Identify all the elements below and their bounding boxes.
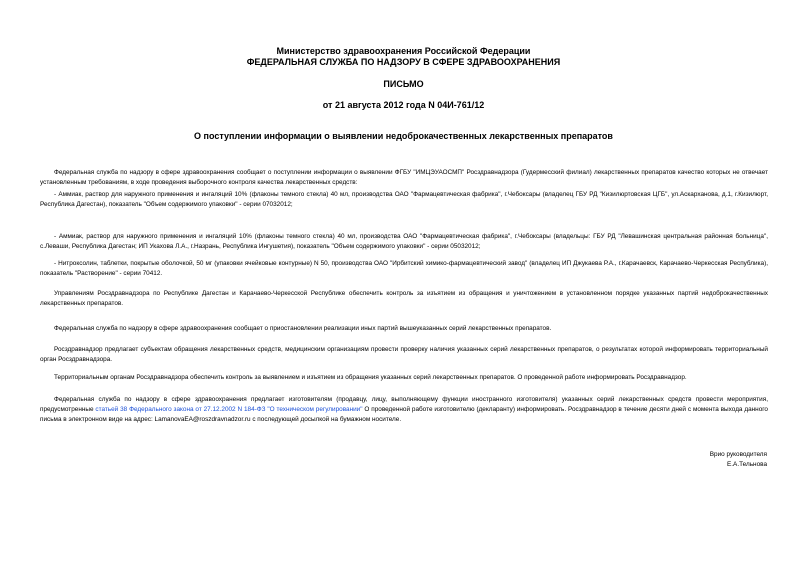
paragraph-territorial: Территориальным органам Росздравнадзора обеспечить контроль за выявлением и изъятием из обращения указанных серий лекарственных препаратов. О проведенной работе информировать Росздравнадзор. — [54, 374, 687, 382]
paragraph-inspection: Росздравнадзор предлагает субъектам обращения лекарственных средств, медицинским организациям провести проверку наличия указанных серий лекарственных препаратов, о результатах которой информировать территориальный орган Росздравнадзора. — [40, 346, 768, 364]
paragraph-intro: Федеральная служба по надзору в сфере здравоохранения сообщает о поступлении информации о выявлении ФГБУ "ИМЦЭУАОСМП" Росздравнадзора (Гудермесский филиал) лекарственных препаратов качество которых не отвечает установленным требованиям, в ходе проведения выборочного контроля качества лекарственных средств: — [40, 169, 768, 187]
service-name: ФЕДЕРАЛЬНАЯ СЛУЖБА ПО НАДЗОРУ В СФЕРЕ ЗДРАВООХРАНЕНИЯ — [246, 57, 561, 67]
paragraph-manufacturers-text-2: О проведенной работе изготовителю (декларанту) информировать. Росздравнадзор в течение десяти дней с момента выхода данного письма в электронном виде на адрес: LamanovaEA@roszdravnadzor.ru с последующей досылкой на бумажном носителе. — [40, 406, 768, 424]
paragraph-item-ammonia-1: - Аммиак, раствор для наружного применения и ингаляций 10% (флаконы темного стекла) 40 мл, производства ОАО "Фармацевтическая фабрика", г.Чебоксары (владелец ГБУ РД "Кизилюртовская ЦГБ", ул.Аскарханова, д.1, г.Кизилюрт, Республика Дагестан), показатель "Объем содержимого упаковки" - серии 07032012; — [40, 191, 768, 209]
document-date-number: от 21 августа 2012 года N 04И-761/12 — [322, 100, 485, 110]
paragraph-item-nitroxoline: - Нитроксолин, таблетки, покрытые оболочкой, 50 мг (упаковки ячейковые контурные) N 50, производства ОАО "Ирбитский химико-фармацевтический завод" (владелец ИП Джукаева Р.А., г.Карачаевск, Карачаево-Черкесская Республика), показатель "Растворение" - серии 70412. — [40, 260, 768, 278]
law-article-link[interactable]: статьей 38 Федерального закона от 27.12.2002 N 184-ФЗ "О техническом регулировании" — [95, 406, 363, 414]
paragraph-manufacturers-text-1: Федеральная служба по надзору в сфере здравоохранения предлагает изготовителям (продавцу, лицу, выполняющему функции иностранного изготовителя) указанных серий лекарственных средств провести мероприятия, предусмотренные — [40, 396, 768, 414]
paragraph-item-ammonia-2: - Аммиак, раствор для наружного применения и ингаляций 10% (флаконы темного стекла) 40 мл, производства ОАО "Фармацевтическая фабрика", г.Чебоксары (владельцы: ГБУ РД "Левашинская центральная районная больница", с.Леваши, Республика Дагестан; ИП Укахова Л.А., г.Назрань, Республика Ингушетия), показатель "Объем содержимого упаковки" - серии 05032012; — [40, 233, 768, 251]
paragraph-manufacturers — [40, 395, 768, 425]
signature-name: Е.А.Тельнова — [727, 461, 767, 468]
ministry-name: Министерство здравоохранения Российской Федерации — [276, 46, 531, 56]
paragraph-suspension: Федеральная служба по надзору в сфере здравоохранения сообщает о приостановлении реализации иных партий вышеуказанных серий лекарственных препаратов. — [54, 325, 552, 333]
document-subject: О поступлении информации о выявлении недоброкачественных лекарственных препаратов — [194, 131, 613, 141]
paragraph-regional-control: Управлениям Росздравнадзора по Республике Дагестан и Карачаево-Черкесской Республике обеспечить контроль за изъятием из обращения и уничтожением в установленном порядке указанных партий недоброкачественных лекарственных препаратов. — [40, 290, 768, 308]
signature-title: Врио руководителя — [709, 451, 767, 458]
document-type: ПИСЬМО — [383, 79, 424, 89]
